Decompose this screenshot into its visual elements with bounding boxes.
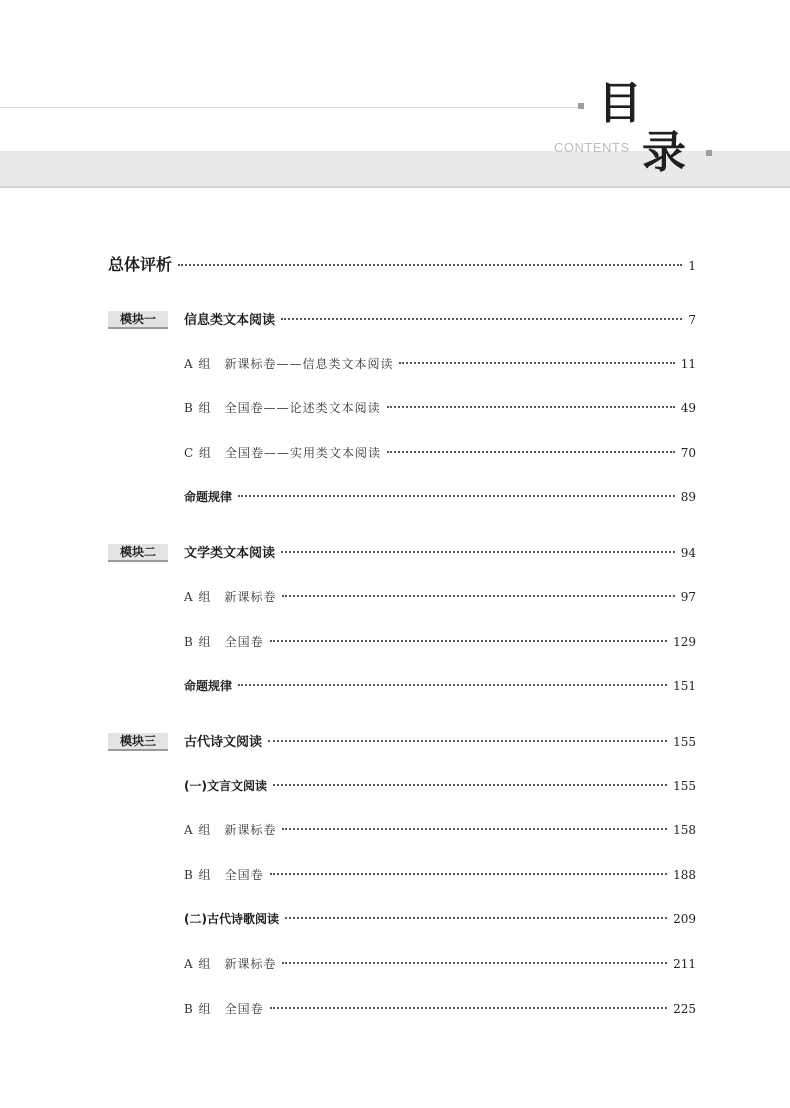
toc-entry-page: 158 (673, 823, 696, 837)
toc-entry-label: C 组 全国卷——实用类文本阅读 (184, 446, 381, 460)
toc-entry-page: 97 (680, 590, 696, 604)
toc-entry[interactable] (184, 444, 696, 464)
module-tag-3: 模块三 (108, 733, 168, 751)
toc-entry-page: 1 (688, 259, 696, 273)
dot-leader (281, 318, 682, 320)
dot-leader (238, 495, 675, 497)
toc-entry-module-3[interactable] (184, 731, 696, 751)
toc-entry-page: 94 (680, 546, 696, 560)
dot-leader (399, 362, 674, 364)
toc-entry[interactable] (184, 399, 696, 419)
toc-entry-page: 89 (680, 490, 696, 504)
toc-entry[interactable] (184, 821, 696, 841)
toc-entry-page: 7 (688, 313, 696, 327)
toc-entry[interactable] (184, 1000, 696, 1020)
toc-entry-page: 49 (680, 401, 696, 415)
toc-entry-page: 155 (673, 779, 696, 793)
dot-leader (281, 551, 675, 553)
toc-entry-label: (二)古代诗歌阅读 (184, 912, 279, 926)
dot-leader (387, 406, 675, 408)
dot-leader (270, 640, 667, 642)
toc-entry-label: B 组 全国卷 (184, 1002, 264, 1016)
toc-entry-label: 命题规律 (184, 679, 233, 693)
dot-leader (285, 917, 667, 919)
toc-entry-page: 155 (673, 735, 696, 749)
dot-leader (273, 784, 667, 786)
dot-leader (282, 962, 667, 964)
dot-leader (268, 740, 667, 742)
dot-leader (238, 684, 667, 686)
toc-entry-page: 70 (680, 446, 696, 460)
toc-entry-label: B 组 全国卷 (184, 868, 264, 882)
toc-entry-page: 225 (673, 1002, 696, 1016)
dot-leader (282, 828, 667, 830)
toc-entry-label: 信息类文本阅读 (184, 313, 276, 328)
toc-entry-page: 209 (673, 912, 696, 926)
toc-entry-label: A 组 新课标卷 (184, 957, 277, 971)
toc-entry-label: 命题规律 (184, 490, 233, 504)
toc-entry[interactable] (184, 777, 696, 797)
dot-leader (270, 1007, 667, 1009)
toc-entry[interactable] (184, 955, 696, 975)
toc-entry[interactable] (184, 588, 696, 608)
page-subtitle: CONTENTS (554, 140, 630, 155)
toc-entry-page: 211 (673, 957, 696, 971)
toc-entry-label: 古代诗文阅读 (184, 735, 263, 750)
toc-entry-page: 11 (680, 357, 696, 371)
dot-leader (387, 451, 675, 453)
dot-leader (270, 873, 667, 875)
dot-leader (282, 595, 674, 597)
dot-leader (178, 264, 682, 266)
toc-entry-label: A 组 新课标卷——信息类文本阅读 (184, 357, 394, 371)
module-tag-1: 模块一 (108, 311, 168, 329)
toc-entry-label: B 组 全国卷 (184, 635, 264, 649)
toc-entry-module-2[interactable] (184, 542, 696, 562)
toc-entry-module-1[interactable] (184, 309, 696, 329)
toc-entry[interactable] (184, 488, 696, 508)
toc-entry-label: A 组 新课标卷 (184, 823, 277, 837)
toc-entry-label: 总体评析 (108, 255, 173, 274)
page-title-char-1: 目 (598, 78, 642, 129)
toc-entry[interactable] (184, 633, 696, 653)
toc-entry[interactable] (184, 910, 696, 930)
toc-entry-page: 151 (673, 679, 696, 693)
toc-entry-label: 文学类文本阅读 (184, 546, 276, 561)
toc-entry[interactable] (184, 866, 696, 886)
toc-entry[interactable] (184, 677, 696, 697)
toc-entry-page: 188 (673, 868, 696, 882)
toc-entry-label: (一)文言文阅读 (184, 779, 267, 793)
toc-entry-label: B 组 全国卷——论述类文本阅读 (184, 401, 381, 415)
toc-entry-label: A 组 新课标卷 (184, 590, 277, 604)
toc-entry[interactable] (184, 355, 696, 375)
page-title-char-2: 录 (642, 127, 686, 178)
module-tag-2: 模块二 (108, 544, 168, 562)
toc-entry-overview[interactable] (108, 252, 696, 272)
toc-entry-page: 129 (673, 635, 696, 649)
